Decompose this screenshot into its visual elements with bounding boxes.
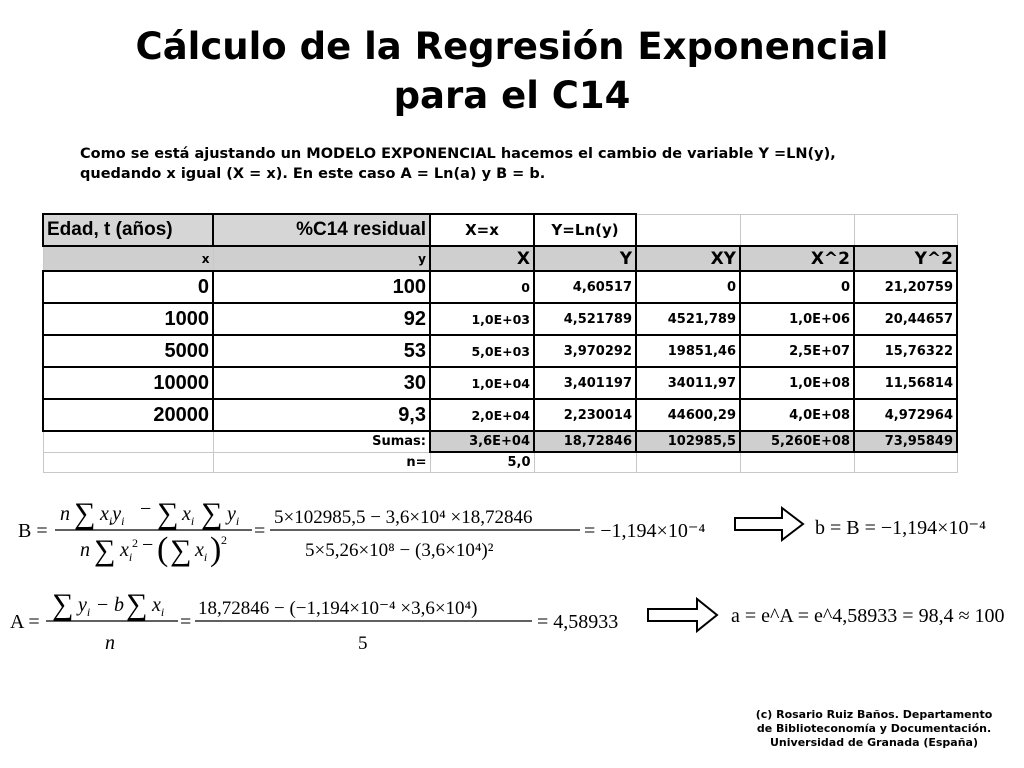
table-row <box>43 271 957 303</box>
table-row <box>43 335 957 367</box>
copyright-credit <box>745 708 1003 750</box>
svg-text:∑: ∑ <box>126 588 148 621</box>
n-value: 5,0 <box>430 452 534 473</box>
header-row <box>43 214 957 246</box>
sum-cell: 102985,5 <box>636 431 740 452</box>
A-result: = 4,58933 <box>537 611 619 633</box>
table-row <box>43 399 957 431</box>
table-cell: 3,970292 <box>534 335 636 367</box>
table-cell: 92 <box>213 303 430 335</box>
A-denominator: 5 <box>358 633 368 654</box>
sum-cell: 18,72846 <box>534 431 636 452</box>
header-cell: %C14 residual <box>213 214 430 246</box>
title-line-1: Cálculo de la Regresión Exponencial <box>135 25 889 68</box>
a-result: a = e^A = e^4,58933 = 98,4 ≈ 100 <box>731 605 1005 627</box>
header-cell: X=x <box>430 214 534 246</box>
empty-cell <box>636 452 740 473</box>
table-cell: 30 <box>213 367 430 399</box>
intro-line-1: Como se está ajustando un MODELO EXPONENCIAL hacemos el cambio de variable Y =LN(y), <box>80 146 836 162</box>
table-cell: 5,0E+03 <box>430 335 534 367</box>
sums-row <box>43 431 957 452</box>
sum-cell: 5,260E+08 <box>740 431 854 452</box>
table-cell: 15,76322 <box>854 335 957 367</box>
A-numerator: 18,72846 − (−1,194×10⁻⁴ ×3,6×10⁴) <box>198 598 478 619</box>
svg-text:2: 2 <box>221 533 227 547</box>
table-cell: 4521,789 <box>636 303 740 335</box>
svg-text:=: = <box>254 520 266 542</box>
subheader-cell: XY <box>636 246 740 271</box>
table-cell: 20000 <box>43 399 213 431</box>
svg-text:∑: ∑ <box>170 534 192 567</box>
sum-cell: 3,6E+04 <box>430 431 534 452</box>
B-result: = −1,194×10⁻⁴ <box>584 520 706 542</box>
svg-text:∑: ∑ <box>157 497 179 530</box>
empty-cell <box>534 452 636 473</box>
svg-text:=: = <box>180 611 192 633</box>
table-cell: 2,5E+07 <box>740 335 854 367</box>
slide-title <box>0 22 1024 120</box>
table-cell: 5000 <box>43 335 213 367</box>
equations-area <box>0 490 1024 665</box>
svg-text:yi: $y_i$ <box>78 594 91 619</box>
table-row <box>43 303 957 335</box>
table-row <box>43 367 957 399</box>
svg-text:n: n <box>105 632 115 654</box>
empty-cell <box>854 452 957 473</box>
table-cell: 21,20759 <box>854 271 957 303</box>
svg-text:xi: $x_i$ <box>152 594 165 619</box>
svg-text:n: n <box>80 539 90 561</box>
intro-line-2: quedando x igual (X = x). En este caso A = Ln(a) y B = b. <box>80 166 546 182</box>
svg-text:b: b <box>114 594 124 616</box>
header-cell <box>740 214 854 246</box>
credit-line-2: de Biblioteconomía y Documentación. <box>756 722 992 735</box>
table-cell: 44600,29 <box>636 399 740 431</box>
table-cell: 20,44657 <box>854 303 957 335</box>
table-cell: 4,521789 <box>534 303 636 335</box>
subheader-cell: Y^2 <box>854 246 957 271</box>
credit-line-3: Universidad de Granada (España) <box>770 736 978 749</box>
svg-text:xi: $x_i$ <box>182 503 195 528</box>
B-general-formula <box>55 497 252 568</box>
header-cell <box>854 214 957 246</box>
subheader-cell: y <box>213 246 430 271</box>
table-cell: 4,0E+08 <box>740 399 854 431</box>
table-cell: 0 <box>740 271 854 303</box>
svg-text:∑: ∑ <box>94 534 116 567</box>
empty-cell <box>43 431 213 452</box>
header-cell: Edad, t (años) <box>43 214 213 246</box>
table-cell: 34011,97 <box>636 367 740 399</box>
B-numerator: 5×102985,5 − 3,6×10⁴ ×18,72846 <box>274 507 533 528</box>
table-cell: 2,230014 <box>534 399 636 431</box>
subheader-cell: X^2 <box>740 246 854 271</box>
svg-text:xiyi: $x_iy_i$ <box>100 503 125 528</box>
b-result: b = B = −1,194×10⁻⁴ <box>815 517 986 539</box>
table-cell: 1,0E+08 <box>740 367 854 399</box>
table-cell: 4,972964 <box>854 399 957 431</box>
table-cell: 3,401197 <box>534 367 636 399</box>
subheader-cell: x <box>43 246 213 271</box>
header-cell: Y=Ln(y) <box>534 214 636 246</box>
empty-cell <box>740 452 854 473</box>
table-cell: 1,0E+06 <box>740 303 854 335</box>
intro-text <box>80 144 1000 184</box>
table-cell: 100 <box>213 271 430 303</box>
svg-text:n: n <box>60 503 70 525</box>
svg-text:−: − <box>142 534 154 556</box>
svg-text:xi: $x_i$ <box>195 539 208 564</box>
n-label: n= <box>213 452 430 473</box>
table-cell: 1000 <box>43 303 213 335</box>
arrow-right-icon <box>648 599 717 631</box>
svg-text:(: ( <box>157 531 169 568</box>
table-cell: 1,0E+03 <box>430 303 534 335</box>
table-cell: 0 <box>636 271 740 303</box>
table-cell: 0 <box>43 271 213 303</box>
svg-text:∑: ∑ <box>201 497 223 530</box>
subheader-row <box>43 246 957 271</box>
regression-table <box>42 213 958 473</box>
subheader-cell: X <box>430 246 534 271</box>
B-denominator: 5×5,26×10⁸ − (3,6×10⁴)² <box>305 540 494 561</box>
B-lhs: B = <box>18 520 48 542</box>
svg-text:2: 2 <box>132 536 138 550</box>
table-cell: 9,3 <box>213 399 430 431</box>
svg-text:xi: $x_i$ <box>120 539 133 564</box>
A-lhs: A = <box>10 611 40 633</box>
arrow-right-icon <box>735 508 803 540</box>
sums-label: Sumas: <box>213 431 430 452</box>
A-general-formula <box>46 588 178 654</box>
table-cell: 4,60517 <box>534 271 636 303</box>
svg-text:−: − <box>140 498 152 520</box>
table-cell: 11,56814 <box>854 367 957 399</box>
svg-text:): ) <box>210 531 222 568</box>
table-cell: 19851,46 <box>636 335 740 367</box>
svg-text:∑: ∑ <box>74 497 96 530</box>
table-cell: 1,0E+04 <box>430 367 534 399</box>
sum-cell: 73,95849 <box>854 431 957 452</box>
svg-text:yi: $y_i$ <box>227 503 240 528</box>
table-cell: 53 <box>213 335 430 367</box>
credit-line-1: (c) Rosario Ruiz Baños. Departamento <box>755 708 993 721</box>
svg-text:∑: ∑ <box>52 588 74 621</box>
subheader-cell: Y <box>534 246 636 271</box>
table-cell: 2,0E+04 <box>430 399 534 431</box>
title-line-2: para el C14 <box>393 74 631 117</box>
header-cell <box>636 214 740 246</box>
n-row <box>43 452 957 473</box>
empty-cell <box>43 452 213 473</box>
svg-text:−: − <box>97 594 109 616</box>
table-cell: 10000 <box>43 367 213 399</box>
table-cell: 0 <box>430 271 534 303</box>
